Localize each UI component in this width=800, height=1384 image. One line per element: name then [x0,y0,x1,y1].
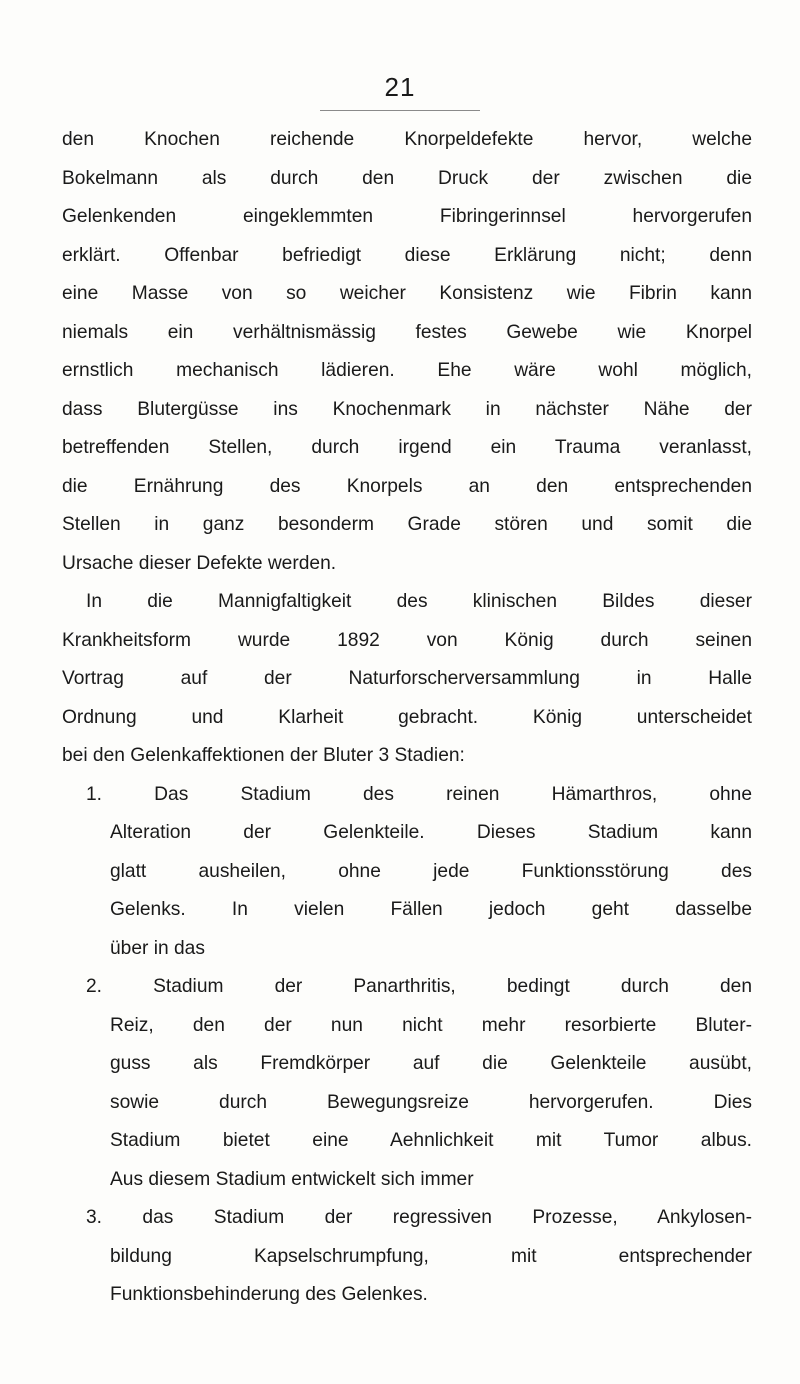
list-item-3-line: bildung Kapselschrumpfung, mit entsprechender [110,1245,752,1267]
text-line: betreffenden Stellen, durch irgend ein Trauma veranlasst, [62,437,752,458]
text-line: In die Mannigfaltigkeit des klinischen Bildes dieser [86,591,752,612]
text-line: Ordnung und Klarheit gebracht. König unterscheidet [62,706,752,728]
list-item-2-line: Stadium bietet eine Aehnlichkeit mit Tumor albus. [110,1130,752,1151]
text-line: Stellen in ganz besonderm Grade stören und somit die [62,514,752,535]
list-item-1-line: Alteration der Gelenkteile. Dieses Stadium kann [110,822,752,843]
list-item-2-line: guss als Fremdkörper auf die Gelenkteile ausübt, [110,1053,752,1074]
text-line: Gelenkenden eingeklemmten Fibringerinnsel hervorgerufen [62,206,752,227]
text-line: die Ernährung des Knorpels an den entsprechenden [62,475,752,497]
text-line: Bokelmann als durch den Druck der zwischen die [62,167,752,189]
list-item-1-line: Gelenks. In vielen Fällen jedoch geht dasselbe [110,899,752,920]
text-line: Ursache dieser Defekte werden. [62,552,337,574]
text-line: ernstlich mechanisch lädieren. Ehe wäre wohl möglich, [62,360,752,381]
text-line: niemals ein verhältnismässig festes Gewebe wie Knorpel [62,321,752,343]
list-item-2-line: Aus diesem Stadium entwickelt sich immer [110,1168,474,1190]
text-line: bei den Gelenkaffektionen der Bluter 3 Stadien: [62,745,465,766]
list-item-1-line: 1. Das Stadium des reinen Hämarthros, ohne [86,783,752,805]
text-line: erklärt. Offenbar befriedigt diese Erklärung nicht; denn [62,244,752,266]
list-item-2-line: Reiz, den der nun nicht mehr resorbierte Bluter- [110,1014,752,1036]
text-line: eine Masse von so weicher Konsistenz wie Fibrin kann [62,283,752,304]
list-item-1-line: über in das [110,937,205,959]
text-line: dass Blutergüsse ins Knochenmark in nächster Nähe der [62,398,752,420]
text-line: den Knochen reichende Knorpeldefekte hervor, welche [62,129,752,150]
list-item-1-line: glatt ausheilen, ohne jede Funktionsstörung des [110,860,752,882]
text-line: Krankheitsform wurde 1892 von König durch seinen [62,629,752,651]
text-line: Vortrag auf der Naturforscherversammlung in Halle [62,668,752,689]
page-number-rule [320,110,480,111]
list-item-2-line: 2. Stadium der Panarthritis, bedingt durch den [86,976,752,997]
list-item-3-line: 3. das Stadium der regressiven Prozesse, Ankylosen- [86,1207,752,1228]
page-number: 21 [384,72,416,102]
list-item-3-line: Funktionsbehinderung des Gelenkes. [110,1284,428,1305]
list-item-2-line: sowie durch Bewegungsreize hervorgerufen. Dies [110,1091,752,1113]
body-text [62,121,752,1315]
